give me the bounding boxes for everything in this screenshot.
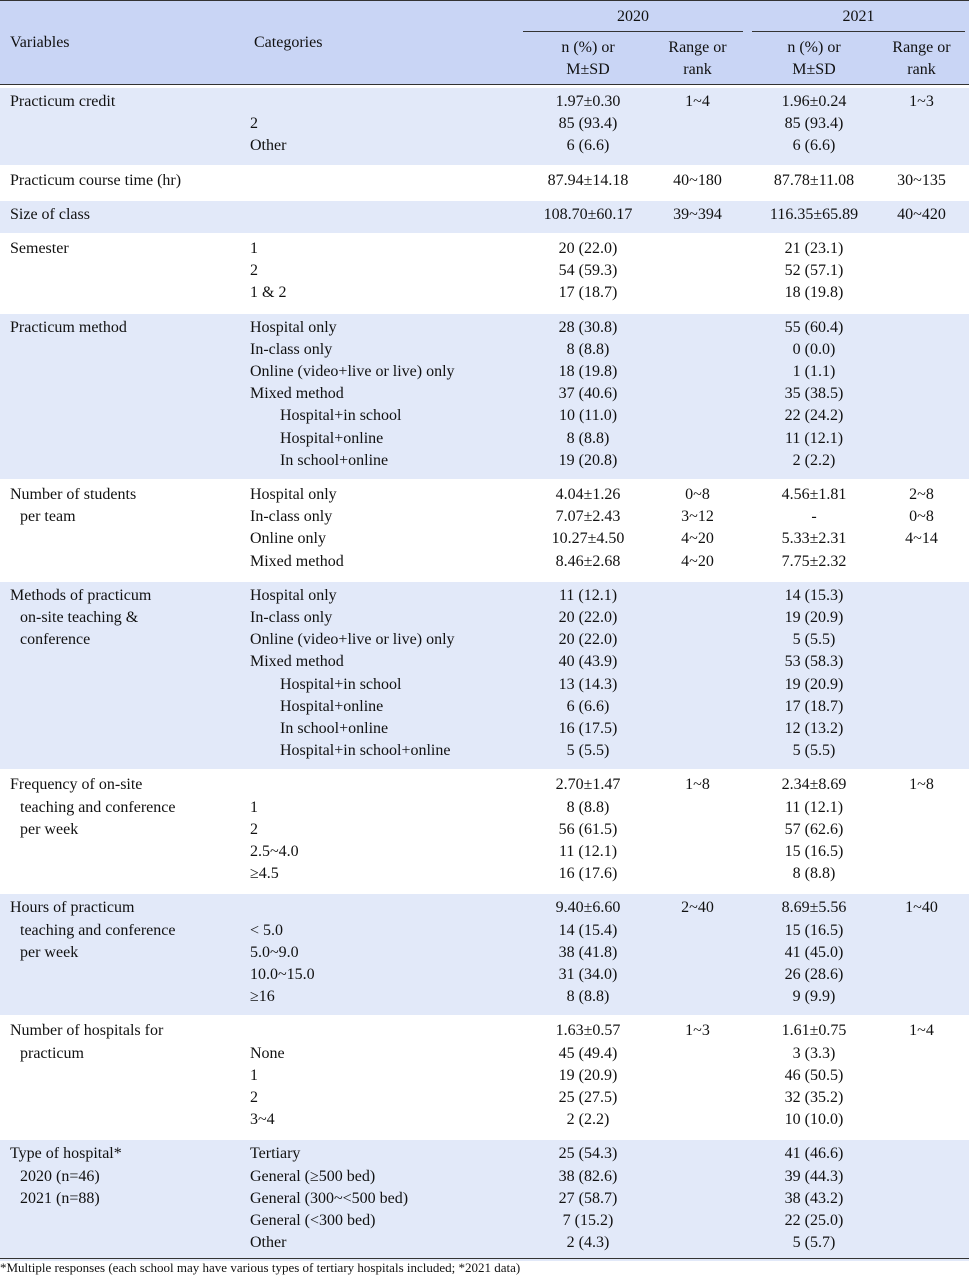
range-2020: 1~4 <box>685 93 710 110</box>
header-n-pct-2020: n (%) or <box>561 39 615 56</box>
variable-label: teaching and conference <box>20 921 176 939</box>
category-label: ≥16 <box>250 988 275 1006</box>
value-2021: 15 (16.5) <box>784 843 844 860</box>
category-label: Other <box>250 137 287 155</box>
value-2020: 1.63±0.57 <box>555 1022 621 1040</box>
value-2020: 14 (15.4) <box>558 921 618 939</box>
category-label: In-class only <box>250 340 333 358</box>
value-2021: 9 (9.9) <box>792 988 836 1006</box>
range-2020: 4~20 <box>681 530 714 548</box>
value-2020: 40 (43.9) <box>558 653 618 671</box>
value-2020: 37 (40.6) <box>558 385 618 403</box>
category-label: 1 <box>250 1066 258 1084</box>
header-range-2020: Range or <box>668 39 727 56</box>
value-2020: 9.40±6.60 <box>555 899 621 917</box>
header-rank-2021: rank <box>907 61 936 78</box>
variable-label: Practicum course time (hr) <box>10 171 182 189</box>
range-2021: 4~14 <box>905 530 938 548</box>
value-2020: 4.04±1.26 <box>555 486 621 503</box>
header-msd-2021: M±SD <box>792 61 836 78</box>
range-2020: 4~20 <box>681 552 714 570</box>
value-2021: 15 (16.5) <box>784 921 844 939</box>
variable-label: Number of hospitals for <box>10 1022 164 1040</box>
value-2020: 25 (54.3) <box>558 1145 618 1163</box>
value-2021: 6 (6.6) <box>792 137 836 155</box>
value-2021: 2.34±8.69 <box>781 776 847 794</box>
value-2020: 56 (61.5) <box>558 820 618 838</box>
category-label: General (<300 bed) <box>250 1212 376 1229</box>
header-msd-2020: M±SD <box>566 61 610 78</box>
header-rule-2021 <box>752 31 965 32</box>
value-2021: 11 (12.1) <box>784 429 844 447</box>
value-2020: 8 (8.8) <box>566 988 610 1006</box>
value-2020: 6 (6.6) <box>566 697 610 715</box>
range-2021: 1~8 <box>909 776 934 794</box>
category-label: 2 <box>250 820 258 838</box>
header-rule-2020 <box>523 31 743 32</box>
value-2020: 25 (27.5) <box>558 1089 618 1106</box>
value-2020: 38 (41.8) <box>558 943 618 961</box>
category-label: Hospital only <box>250 318 337 336</box>
category-label: 5.0~9.0 <box>250 943 299 961</box>
range-2020: 1~8 <box>685 776 710 794</box>
value-2021: 26 (28.6) <box>784 966 844 983</box>
category-label: 2 <box>250 262 258 280</box>
value-2021: 2 (2.2) <box>792 451 836 469</box>
category-label: < 5.0 <box>250 921 284 939</box>
range-2020: 3~12 <box>681 508 714 526</box>
range-2021: 30~135 <box>897 171 946 189</box>
category-label: Mixed method <box>250 653 344 671</box>
category-label: 2 <box>250 115 258 133</box>
range-2020: 2~40 <box>681 899 714 917</box>
value-2020: 13 (14.3) <box>558 675 618 693</box>
header-year-2020: 2020 <box>617 8 649 25</box>
value-2020: 87.94±14.18 <box>547 171 629 189</box>
header-variables: Variables <box>10 34 70 51</box>
value-2021: 39 (44.3) <box>784 1167 844 1185</box>
variable-label: per week <box>20 943 79 961</box>
category-label: Hospital+in school <box>280 675 402 693</box>
table-bottom-rule <box>0 1258 969 1259</box>
category-label: 1 <box>250 240 258 257</box>
category-label: ≥4.5 <box>250 865 279 883</box>
value-2020: 7.07±2.43 <box>555 508 621 526</box>
variable-label: on-site teaching & <box>20 609 139 626</box>
variable-label: practicum <box>20 1044 84 1062</box>
range-2021: 1~4 <box>909 1022 934 1040</box>
category-label: Tertiary <box>250 1145 301 1163</box>
range-2021: 2~8 <box>909 486 934 503</box>
value-2020: 20 (22.0) <box>558 631 618 649</box>
value-2020: 20 (22.0) <box>558 609 618 626</box>
value-2020: 31 (34.0) <box>558 966 618 983</box>
category-label: 3~4 <box>250 1111 275 1129</box>
value-2020: 10.27±4.50 <box>551 530 625 548</box>
value-2021: 7.75±2.32 <box>781 552 847 570</box>
header-year-2021: 2021 <box>842 8 875 25</box>
value-2020: 10 (11.0) <box>558 407 618 425</box>
category-label: Hospital only <box>250 586 337 604</box>
category-label: Hospital+online <box>280 697 384 715</box>
category-label: Mixed method <box>250 552 344 570</box>
value-2021: 116.35±65.89 <box>769 205 859 223</box>
value-2020: 28 (30.8) <box>558 318 618 336</box>
value-2021: 11 (12.1) <box>784 798 844 816</box>
value-2021: 85 (93.4) <box>784 115 844 133</box>
value-2020: 54 (59.3) <box>558 262 618 280</box>
variable-label: Semester <box>10 240 69 257</box>
header-range-2021: Range or <box>892 39 951 56</box>
value-2020: 8 (8.8) <box>566 798 610 816</box>
category-label: In-class only <box>250 609 333 626</box>
value-2021: 5 (5.7) <box>792 1234 836 1252</box>
category-label: Online only <box>250 530 326 548</box>
value-2021: 22 (24.2) <box>784 407 844 425</box>
value-2021: 4.56±1.81 <box>781 486 847 503</box>
category-label: Hospital+online <box>280 429 384 447</box>
value-2021: - <box>811 508 817 526</box>
value-2020: 7 (15.2) <box>562 1212 614 1229</box>
value-2021: 21 (23.1) <box>784 240 844 257</box>
value-2020: 8 (8.8) <box>566 340 610 358</box>
range-2021: 0~8 <box>909 508 934 526</box>
value-2020: 19 (20.8) <box>558 451 618 469</box>
value-2020: 20 (22.0) <box>558 240 618 257</box>
category-label: Hospital+in school+online <box>280 742 451 760</box>
range-2020: 39~394 <box>673 205 722 223</box>
value-2020: 8.46±2.68 <box>555 552 621 570</box>
value-2020: 11 (12.1) <box>558 586 618 604</box>
value-2021: 8 (8.8) <box>792 865 836 883</box>
value-2021: 53 (58.3) <box>784 653 844 671</box>
value-2021: 8.69±5.56 <box>781 899 847 917</box>
variable-label: Number of students <box>10 486 137 503</box>
value-2021: 5 (5.5) <box>792 631 836 649</box>
variable-label: Frequency of on-site <box>10 776 143 794</box>
value-2021: 32 (35.2) <box>784 1089 844 1106</box>
value-2020: 2.70±1.47 <box>555 776 621 794</box>
variable-label: teaching and conference <box>20 798 176 816</box>
range-2021: 1~40 <box>905 899 938 917</box>
category-label: Other <box>250 1234 287 1252</box>
value-2021: 35 (38.5) <box>784 385 844 403</box>
category-label: Hospital only <box>250 486 337 503</box>
value-2021: 22 (25.0) <box>784 1212 844 1229</box>
category-label: Online (video+live or live) only <box>250 363 455 380</box>
range-2020: 1~3 <box>685 1022 710 1040</box>
value-2020: 17 (18.7) <box>558 284 618 302</box>
value-2021: 17 (18.7) <box>784 697 844 715</box>
value-2021: 57 (62.6) <box>784 820 844 838</box>
value-2021: 3 (3.3) <box>792 1044 836 1062</box>
variable-label: Size of class <box>10 205 90 223</box>
range-2020: 0~8 <box>685 486 710 503</box>
value-2020: 5 (5.5) <box>566 742 610 760</box>
value-2021: 19 (20.9) <box>784 675 844 693</box>
value-2020: 1.97±0.30 <box>555 93 621 110</box>
header-n-pct-2021: n (%) or <box>787 39 841 56</box>
value-2020: 2 (4.3) <box>566 1234 610 1252</box>
category-label: None <box>250 1044 285 1062</box>
header-categories: Categories <box>254 34 323 51</box>
value-2021: 38 (43.2) <box>784 1189 844 1207</box>
value-2020: 16 (17.6) <box>558 865 618 883</box>
value-2020: 8 (8.8) <box>566 429 610 447</box>
variable-label: per team <box>20 508 76 526</box>
value-2020: 85 (93.4) <box>558 115 618 133</box>
category-label: General (≥500 bed) <box>250 1167 376 1185</box>
category-label: Online (video+live or live) only <box>250 631 455 649</box>
value-2020: 38 (82.6) <box>558 1167 618 1185</box>
category-label: In school+online <box>280 720 389 737</box>
range-2021: 40~420 <box>897 205 946 223</box>
value-2021: 1.96±0.24 <box>781 93 847 110</box>
category-label: Mixed method <box>250 385 344 403</box>
range-2020: 40~180 <box>673 171 722 189</box>
variable-label: conference <box>20 631 91 649</box>
value-2021: 0 (0.0) <box>792 340 836 358</box>
category-label: General (300~<500 bed) <box>250 1189 409 1207</box>
variable-label: Practicum credit <box>10 93 116 110</box>
range-2021: 1~3 <box>909 93 934 110</box>
value-2020: 27 (58.7) <box>558 1189 618 1207</box>
value-2020: 45 (49.4) <box>558 1044 618 1062</box>
value-2021: 52 (57.1) <box>784 262 844 280</box>
value-2021: 5 (5.5) <box>792 742 836 760</box>
value-2021: 41 (46.6) <box>784 1145 844 1163</box>
category-label: 10.0~15.0 <box>250 966 315 983</box>
category-label: In-class only <box>250 508 333 526</box>
value-2020: 19 (20.9) <box>558 1066 618 1084</box>
value-2021: 18 (19.8) <box>784 284 844 302</box>
value-2020: 11 (12.1) <box>558 843 618 860</box>
value-2020: 108.70±60.17 <box>543 205 633 223</box>
category-label: 1 & 2 <box>250 284 287 302</box>
variable-label: Methods of practicum <box>10 586 152 604</box>
value-2020: 2 (2.2) <box>566 1111 610 1129</box>
table-footnote: *Multiple responses (each school may have various types of tertiary hospitals included; *2021 data) <box>0 1260 521 1275</box>
value-2021: 14 (15.3) <box>784 586 844 604</box>
variable-label: 2021 (n=88) <box>20 1189 100 1207</box>
header-rank-2020: rank <box>683 61 712 78</box>
value-2020: 6 (6.6) <box>566 137 610 155</box>
value-2021: 55 (60.4) <box>784 318 844 336</box>
variable-label: Practicum method <box>10 318 127 336</box>
value-2021: 12 (13.2) <box>784 720 844 737</box>
value-2021: 5.33±2.31 <box>781 530 847 548</box>
variable-label: 2020 (n=46) <box>20 1167 100 1185</box>
category-label: 2.5~4.0 <box>250 843 299 860</box>
value-2021: 1.61±0.75 <box>781 1022 847 1040</box>
category-label: In school+online <box>280 451 389 469</box>
variable-label: per week <box>20 820 79 838</box>
value-2021: 1 (1.1) <box>792 363 836 380</box>
category-label: Hospital+in school <box>280 407 402 425</box>
value-2020: 16 (17.5) <box>558 720 618 737</box>
value-2021: 41 (45.0) <box>784 943 844 961</box>
value-2021: 10 (10.0) <box>784 1111 844 1129</box>
value-2021: 87.78±11.08 <box>773 171 855 189</box>
value-2021: 46 (50.5) <box>784 1066 844 1084</box>
category-label: 2 <box>250 1089 258 1106</box>
variable-label: Hours of practicum <box>10 899 135 917</box>
value-2020: 18 (19.8) <box>558 363 618 380</box>
value-2021: 19 (20.9) <box>784 609 844 626</box>
category-label: 1 <box>250 798 258 816</box>
variable-label: Type of hospital* <box>10 1145 122 1163</box>
